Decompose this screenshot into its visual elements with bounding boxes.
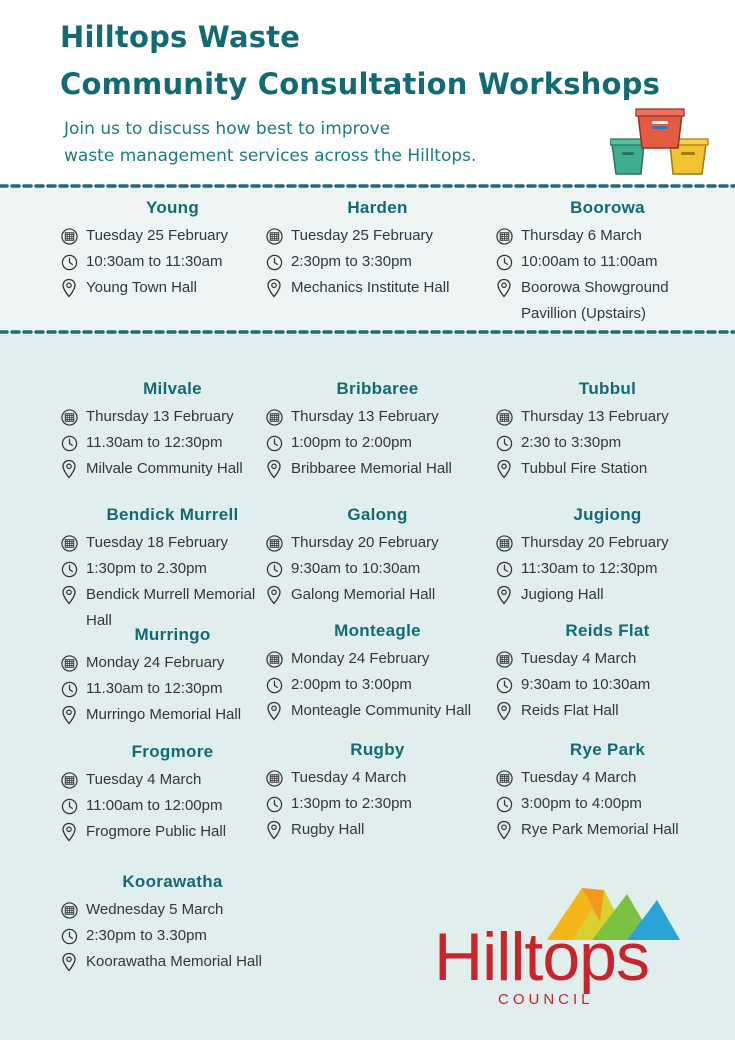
- workshop-time: 2:00pm to 3:00pm: [291, 676, 412, 693]
- workshop-time-row: [60, 249, 285, 275]
- workshop-time-row: [60, 923, 285, 949]
- workshop-date-row: [60, 404, 285, 430]
- workshop-date: Tuesday 4 March: [291, 769, 407, 786]
- location-pin-icon: [265, 456, 283, 482]
- workshop-time-row: [495, 791, 720, 817]
- workshop-time-row: [495, 556, 720, 582]
- workshop-venue: Murringo Memorial Hall: [86, 706, 242, 723]
- workshop-card: [495, 621, 720, 724]
- logo-subtitle: COUNCIL: [498, 991, 594, 1008]
- workshop-town: Monteagle: [334, 621, 421, 640]
- clock-icon: [265, 791, 283, 817]
- workshop-date: Thursday 20 February: [521, 534, 669, 551]
- workshop-card: [265, 505, 490, 608]
- workshop-town: Harden: [347, 198, 408, 217]
- intro-line-2: waste management services across the Hilltops.: [64, 146, 477, 166]
- workshop-date: Tuesday 18 February: [86, 534, 229, 551]
- workshop-card: [60, 505, 285, 634]
- calendar-icon: [265, 765, 283, 791]
- workshop-time-row: [265, 791, 490, 817]
- workshop-town: Koorawatha: [122, 872, 223, 891]
- workshop-town: Boorowa: [570, 198, 645, 217]
- workshop-venue: Mechanics Institute Hall: [291, 279, 450, 296]
- clock-icon: [495, 430, 513, 456]
- workshop-venue: Frogmore Public Hall: [86, 823, 227, 840]
- logo-wordmark: Hilltops: [434, 919, 649, 995]
- calendar-icon: [265, 646, 283, 672]
- workshop-date: Thursday 13 February: [521, 408, 669, 425]
- workshop-town: Bribbaree: [336, 379, 419, 398]
- workshop-venue: Boorowa Showground Pavillion (Upstairs): [521, 279, 669, 322]
- location-pin-icon: [495, 698, 513, 724]
- workshop-town: Young: [145, 198, 200, 217]
- workshop-date-row: [60, 767, 285, 793]
- location-pin-icon: [495, 582, 513, 608]
- workshop-time-row: [265, 249, 490, 275]
- workshop-venue: Reids Flat Hall: [521, 702, 619, 719]
- workshop-date-row: [60, 530, 285, 556]
- workshop-venue: Galong Memorial Hall: [291, 586, 436, 603]
- clock-icon: [265, 430, 283, 456]
- workshop-venue: Koorawatha Memorial Hall: [86, 953, 262, 970]
- workshop-card: [495, 198, 720, 327]
- clock-icon: [495, 791, 513, 817]
- workshop-time: 11.30am to 12:30pm: [86, 434, 223, 451]
- workshop-card: [60, 742, 285, 845]
- workshop-date: Monday 24 February: [86, 654, 225, 671]
- workshop-time: 1:30pm to 2:30pm: [291, 795, 412, 812]
- calendar-icon: [60, 404, 78, 430]
- page-subtitle: Community Consultation Workshops: [60, 67, 661, 101]
- location-pin-icon: [265, 275, 283, 301]
- workshop-venue-row: [60, 702, 285, 728]
- location-pin-icon: [60, 275, 78, 301]
- workshop-town: Murringo: [134, 625, 211, 644]
- location-pin-icon: [60, 456, 78, 482]
- workshop-venue-row: [60, 819, 285, 845]
- workshop-date-row: [265, 530, 490, 556]
- workshop-card: [60, 625, 285, 728]
- workshop-time-row: [265, 430, 490, 456]
- workshop-venue-row: [495, 817, 720, 843]
- workshop-time: 10:30am to 11:30am: [86, 253, 223, 270]
- workshop-town: Tubbul: [578, 379, 637, 398]
- workshop-date: Tuesday 4 March: [521, 650, 637, 667]
- workshop-date-row: [60, 223, 285, 249]
- workshop-venue-row: [265, 456, 490, 482]
- page-title: Hilltops Waste: [60, 20, 301, 54]
- location-pin-icon: [495, 817, 513, 843]
- workshop-venue-row: [60, 456, 285, 482]
- workshop-time-row: [265, 672, 490, 698]
- workshop-time: 1:30pm to 2.30pm: [86, 560, 207, 577]
- workshop-time: 11:00am to 12:00pm: [86, 797, 223, 814]
- workshop-town: Frogmore: [131, 742, 214, 761]
- location-pin-icon: [60, 582, 78, 608]
- workshop-venue-row: [265, 275, 490, 301]
- workshop-date-row: [495, 404, 720, 430]
- clock-icon: [60, 793, 78, 819]
- calendar-icon: [495, 765, 513, 791]
- calendar-icon: [265, 404, 283, 430]
- workshop-venue: Monteagle Community Hall: [291, 702, 472, 719]
- workshop-town: Milvale: [143, 379, 202, 398]
- calendar-icon: [60, 767, 78, 793]
- workshop-date: Monday 24 February: [291, 650, 430, 667]
- calendar-icon: [495, 404, 513, 430]
- workshop-date: Thursday 13 February: [86, 408, 234, 425]
- workshop-date-row: [60, 650, 285, 676]
- workshop-venue-row: [495, 456, 720, 482]
- workshop-time-row: [495, 672, 720, 698]
- workshop-time-row: [495, 430, 720, 456]
- intro-line-1: Join us to discuss how best to improve: [64, 119, 391, 139]
- workshop-time-row: [265, 556, 490, 582]
- workshop-date-row: [265, 404, 490, 430]
- workshop-town: Reids Flat: [565, 621, 650, 640]
- workshop-date: Tuesday 25 February: [86, 227, 229, 244]
- workshop-time: 3:00pm to 4:00pm: [521, 795, 642, 812]
- workshop-card: [265, 740, 490, 843]
- workshop-date-row: [495, 223, 720, 249]
- calendar-icon: [60, 530, 78, 556]
- workshop-date-row: [495, 646, 720, 672]
- workshop-venue-row: [265, 582, 490, 608]
- workshop-venue-row: [495, 582, 720, 608]
- workshop-town: Jugiong: [573, 505, 642, 524]
- workshop-date: Tuesday 4 March: [521, 769, 637, 786]
- workshop-venue: Rye Park Memorial Hall: [521, 821, 679, 838]
- workshop-venue: Tubbul Fire Station: [521, 460, 648, 477]
- workshop-date: Tuesday 4 March: [86, 771, 202, 788]
- workshop-venue: Bribbaree Memorial Hall: [291, 460, 452, 477]
- workshop-time: 11.30am to 12:30pm: [86, 680, 223, 697]
- clock-icon: [265, 672, 283, 698]
- workshop-time: 2:30pm to 3:30pm: [291, 253, 412, 270]
- clock-icon: [495, 249, 513, 275]
- workshop-time: 9:30am to 10:30am: [521, 676, 651, 693]
- dashed-divider-bottom: [0, 328, 735, 336]
- workshop-card: [495, 505, 720, 608]
- location-pin-icon: [265, 817, 283, 843]
- workshop-venue-row: [495, 698, 720, 724]
- dashed-divider-top: [0, 182, 735, 190]
- header: [0, 0, 735, 188]
- workshop-date: Tuesday 25 February: [291, 227, 434, 244]
- workshop-time-row: [60, 430, 285, 456]
- clock-icon: [60, 430, 78, 456]
- workshop-date: Thursday 6 March: [521, 227, 642, 244]
- workshop-date: Wednesday 5 March: [86, 901, 224, 918]
- workshop-time: 11:30am to 12:30pm: [521, 560, 658, 577]
- workshop-card: [60, 198, 285, 301]
- calendar-icon: [265, 530, 283, 556]
- workshop-date-row: [265, 223, 490, 249]
- workshop-time: 1:00pm to 2:00pm: [291, 434, 412, 451]
- workshop-venue: Bendick Murrell Memorial Hall: [86, 586, 256, 629]
- workshop-venue-row: [265, 817, 490, 843]
- workshop-venue-row: [265, 698, 490, 724]
- workshop-time: 10:00am to 11:00am: [521, 253, 658, 270]
- recycling-bins-illustration: [610, 108, 710, 178]
- workshop-date: Thursday 20 February: [291, 534, 439, 551]
- calendar-icon: [60, 897, 78, 923]
- clock-icon: [495, 672, 513, 698]
- workshop-card: [60, 379, 285, 482]
- clock-icon: [265, 249, 283, 275]
- workshop-venue-row: [60, 949, 285, 975]
- location-pin-icon: [495, 456, 513, 482]
- calendar-icon: [60, 223, 78, 249]
- workshop-time-row: [60, 556, 285, 582]
- clock-icon: [60, 556, 78, 582]
- clock-icon: [265, 556, 283, 582]
- calendar-icon: [495, 646, 513, 672]
- clock-icon: [495, 556, 513, 582]
- workshop-card: [495, 379, 720, 482]
- location-pin-icon: [265, 582, 283, 608]
- workshop-town: Bendick Murrell: [106, 505, 239, 524]
- workshop-town: Rye Park: [569, 740, 646, 759]
- location-pin-icon: [60, 819, 78, 845]
- workshop-card: [60, 872, 285, 975]
- workshop-town: Galong: [347, 505, 408, 524]
- location-pin-icon: [60, 949, 78, 975]
- clock-icon: [60, 923, 78, 949]
- workshop-time-row: [60, 676, 285, 702]
- workshop-card: [265, 621, 490, 724]
- workshop-venue: Jugiong Hall: [521, 586, 604, 603]
- hilltops-council-logo: [432, 880, 692, 1010]
- location-pin-icon: [265, 698, 283, 724]
- workshop-town: Rugby: [350, 740, 405, 759]
- workshop-date: Thursday 13 February: [291, 408, 439, 425]
- calendar-icon: [60, 650, 78, 676]
- workshop-date-row: [265, 646, 490, 672]
- workshop-time-row: [60, 793, 285, 819]
- calendar-icon: [265, 223, 283, 249]
- workshop-date-row: [265, 765, 490, 791]
- workshop-venue: Milvale Community Hall: [86, 460, 243, 477]
- workshop-venue-row: [60, 275, 285, 301]
- workshop-venue: Young Town Hall: [86, 279, 197, 296]
- workshop-time-row: [495, 249, 720, 275]
- workshop-time: 2:30 to 3:30pm: [521, 434, 622, 451]
- workshop-date-row: [495, 530, 720, 556]
- workshop-date-row: [60, 897, 285, 923]
- workshop-venue-row: [495, 275, 720, 327]
- workshop-time: 2:30pm to 3.30pm: [86, 927, 207, 944]
- clock-icon: [60, 249, 78, 275]
- calendar-icon: [495, 223, 513, 249]
- workshop-card: [265, 198, 490, 301]
- workshop-time: 9:30am to 10:30am: [291, 560, 421, 577]
- workshop-card: [495, 740, 720, 843]
- workshop-date-row: [495, 765, 720, 791]
- workshop-card: [265, 379, 490, 482]
- workshop-venue: Rugby Hall: [291, 821, 365, 838]
- calendar-icon: [495, 530, 513, 556]
- location-pin-icon: [495, 275, 513, 301]
- location-pin-icon: [60, 702, 78, 728]
- clock-icon: [60, 676, 78, 702]
